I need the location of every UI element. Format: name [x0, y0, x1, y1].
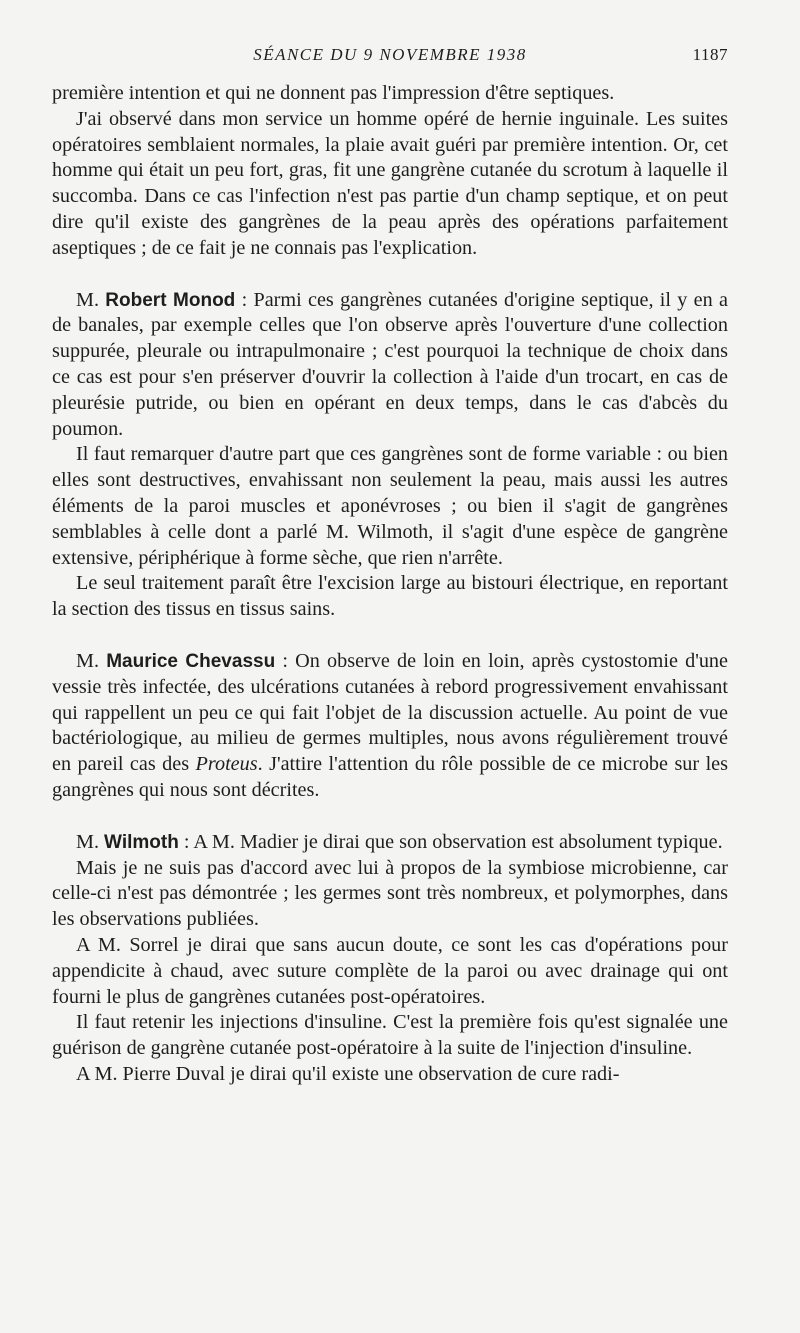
speaker-prefix: M. — [76, 830, 105, 853]
speaker-text: : A M. Madier je dirai que son observation est absolument typique. — [178, 830, 723, 853]
speaker-text: : Parmi ces gangrènes cutanées d'origine septique, il y en a de banales, par exemple celles que l'on observe après l'ouverture d'une collection suppurée, pleurale ou intrapulmonaire ; c'est pourquoi la technique de choix dans ce cas est pour s'en préserver d'ouvrir la collection à l'aide d'un trocart, en cas de pleurésie putride, ou bien en opérant en deux temps, dans le cas d'abcès du poumon. — [52, 288, 728, 440]
paragraph: Le seul traitement paraît être l'excision large au bistouri électrique, en reportant la section des tissus en tissus sains. — [52, 572, 728, 621]
paragraph: Il faut retenir les injections d'insuline. C'est la première fois qu'est signalée une guérison de gangrène cutanée post-opératoire à la suite de l'injection d'insuline. — [52, 1011, 728, 1060]
speaker-name: Wilmoth — [104, 831, 179, 853]
paragraph: Mais je ne suis pas d'accord avec lui à propos de la symbiose microbienne, car celle-ci n'est pas démontrée ; les germes sont très nombreux, et polymorphes, dans les observations publiées. — [52, 856, 728, 931]
paragraph-continuation: première intention et qui ne donnent pas l'impression d'être septiques. — [52, 82, 615, 104]
speaker-paragraph — [52, 830, 728, 856]
speaker-prefix: M. — [76, 649, 107, 672]
document-page — [52, 45, 728, 1088]
body-text — [52, 81, 728, 1088]
page-number: 1187 — [692, 45, 728, 64]
running-title: SÉANCE DU 9 NOVEMBRE 1938 — [253, 45, 527, 64]
speaker-paragraph — [52, 649, 728, 804]
paragraph-truncated: A M. Pierre Duval je dirai qu'il existe une observation de cure radi- — [76, 1062, 620, 1085]
paragraph: A M. Sorrel je dirai que sans aucun doute, ce sont les cas d'opérations pour appendicite à chaud, avec suture complète de la paroi ou avec drainage qui ont fourni le plus de gangrènes cutanées post-opératoires. — [52, 933, 728, 1008]
paragraph: J'ai observé dans mon service un homme opéré de hernie inguinale. Les suites opératoires semblaient normales, la plaie avait guéri par première intention. Or, cet homme qui était un peu fort, gras, fit une gangrène cutanée du scrotum à laquelle il succomba. Dans ce cas l'infection n'est pas partie d'un champ septique, et on peut dire qu'il existe des gangrènes de la peau après des opérations parfaitement aseptiques ; de ce fait je ne connais pas l'explication. — [52, 107, 728, 259]
speaker-name: Robert Monod — [105, 289, 236, 311]
paragraph: Il faut remarquer d'autre part que ces gangrènes sont de forme variable : ou bien elles sont destructives, envahissant non seulement la peau, mais aussi les autres éléments de la paroi muscles et aponévroses ; ou bien il s'agit de gangrènes semblables à celle dont a parlé M. Wilmoth, il s'agit d'une espèce de gangrène extensive, périphérique à forme sèche, que rien n'arrête. — [52, 443, 728, 569]
speaker-text: : On observe de loin en loin, après cystostomie d'une vessie très infectée, des ulcérations cutanées à rebord progressivement envahissant qui rappellent un peu ce qui fait l'objet de la discussion actuelle. Au point de vue bactériologique, au milieu de germes multiples, nous avons régulièrement trouvé en pareil cas des — [52, 649, 728, 776]
running-head — [52, 45, 728, 75]
speaker-text-end: . J'attire l'attention du rôle possible de ce microbe sur les gangrènes qui nous sont décrites. — [52, 753, 728, 801]
italic-term: Proteus — [195, 753, 258, 776]
speaker-paragraph — [52, 288, 728, 443]
speaker-name: Maurice Chevassu — [106, 650, 276, 672]
speaker-prefix: M. — [76, 288, 106, 311]
